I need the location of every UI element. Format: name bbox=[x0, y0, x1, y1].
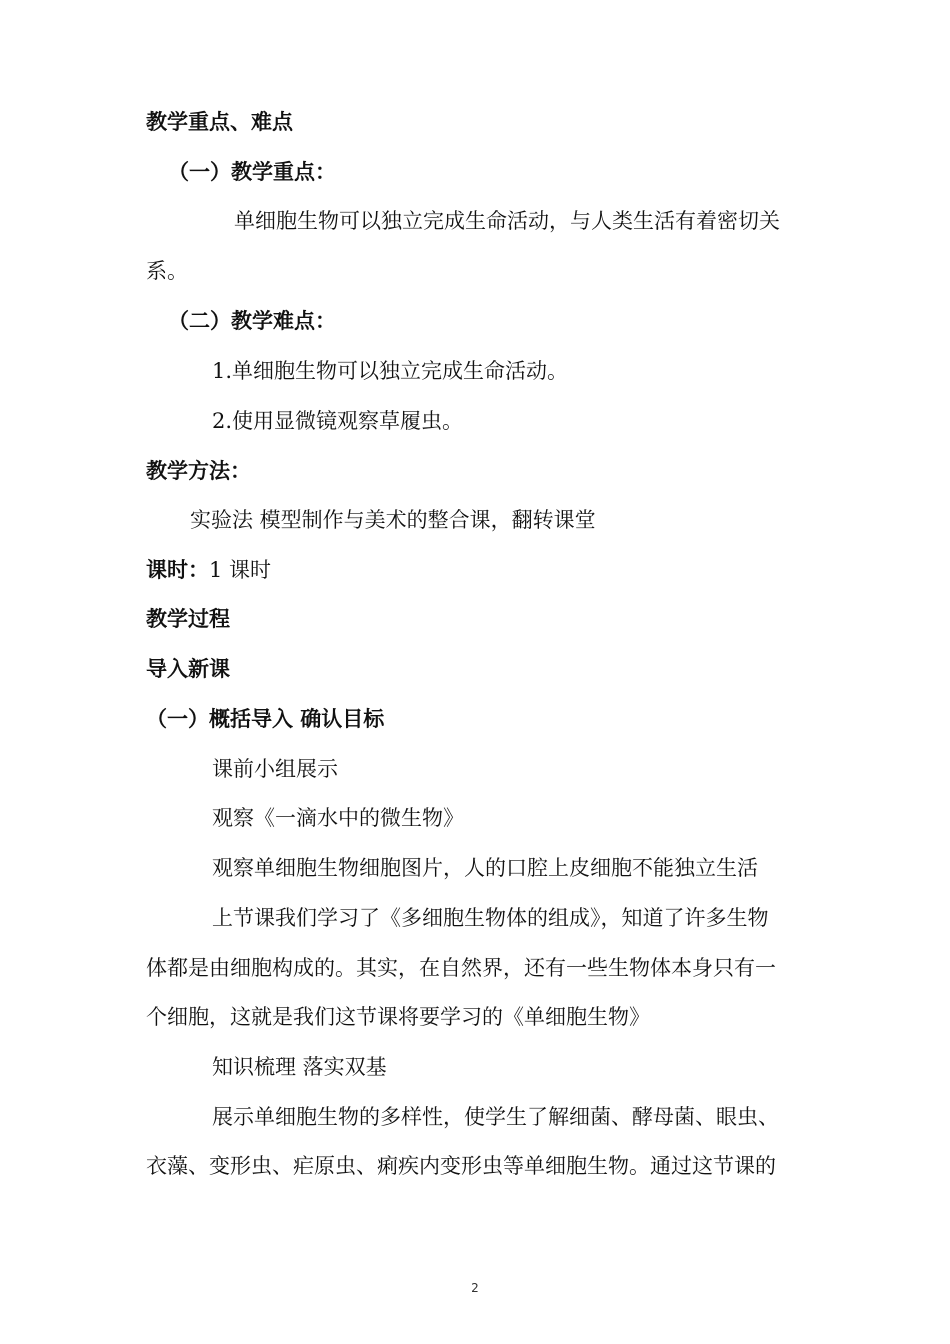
paragraph-1-line-3: 个细胞，这就是我们这节课将要学习的《单细胞生物》 bbox=[146, 1005, 650, 1029]
intro-item-3: 观察单细胞生物细胞图片，人的口腔上皮细胞不能独立生活 bbox=[212, 856, 758, 880]
paragraph-2-line-2: 衣藻、变形虫、疟原虫、痢疾内变形虫等单细胞生物。通过这节课的 bbox=[146, 1154, 776, 1178]
class-hours-label: 课时： bbox=[146, 558, 209, 582]
intro-item-1: 课前小组展示 bbox=[212, 757, 338, 781]
method-text: 实验法 模型制作与美术的整合课，翻转课堂 bbox=[190, 508, 596, 532]
heading-process: 教学过程 bbox=[146, 607, 230, 631]
key-focus-text-line-1: 单细胞生物可以独立完成生命活动，与人类生活有着密切关 bbox=[234, 209, 780, 233]
paragraph-1-line-2: 体都是由细胞构成的。其实，在自然界，还有一些生物体本身只有一 bbox=[146, 956, 776, 980]
paragraph-2-line-1: 展示单细胞生物的多样性，使学生了解细菌、酵母菌、眼虫、 bbox=[212, 1105, 779, 1129]
page-number: 2 bbox=[471, 1281, 479, 1295]
class-hours-value: 1 课时 bbox=[209, 558, 272, 582]
subheading-key-focus: （一）教学重点： bbox=[168, 160, 336, 184]
subheading-intro: （一）概括导入 确认目标 bbox=[146, 707, 385, 731]
heading-intro: 导入新课 bbox=[146, 657, 230, 681]
difficulty-item-1: 1.单细胞生物可以独立完成生命活动。 bbox=[212, 359, 569, 383]
subheading-difficulty: （二）教学难点： bbox=[168, 309, 336, 333]
key-focus-text-line-2: 系。 bbox=[146, 259, 188, 283]
difficulty-item-2: 2.使用显微镜观察草履虫。 bbox=[212, 409, 464, 433]
class-hours bbox=[146, 555, 271, 585]
paragraph-1-line-1: 上节课我们学习了《多细胞生物体的组成》，知道了许多生物 bbox=[212, 906, 769, 930]
knowledge-heading: 知识梳理 落实双基 bbox=[212, 1055, 387, 1079]
heading-method: 教学方法： bbox=[146, 459, 251, 483]
heading-key-points: 教学重点、难点 bbox=[146, 110, 293, 134]
intro-item-2: 观察《一滴水中的微生物》 bbox=[212, 806, 464, 830]
